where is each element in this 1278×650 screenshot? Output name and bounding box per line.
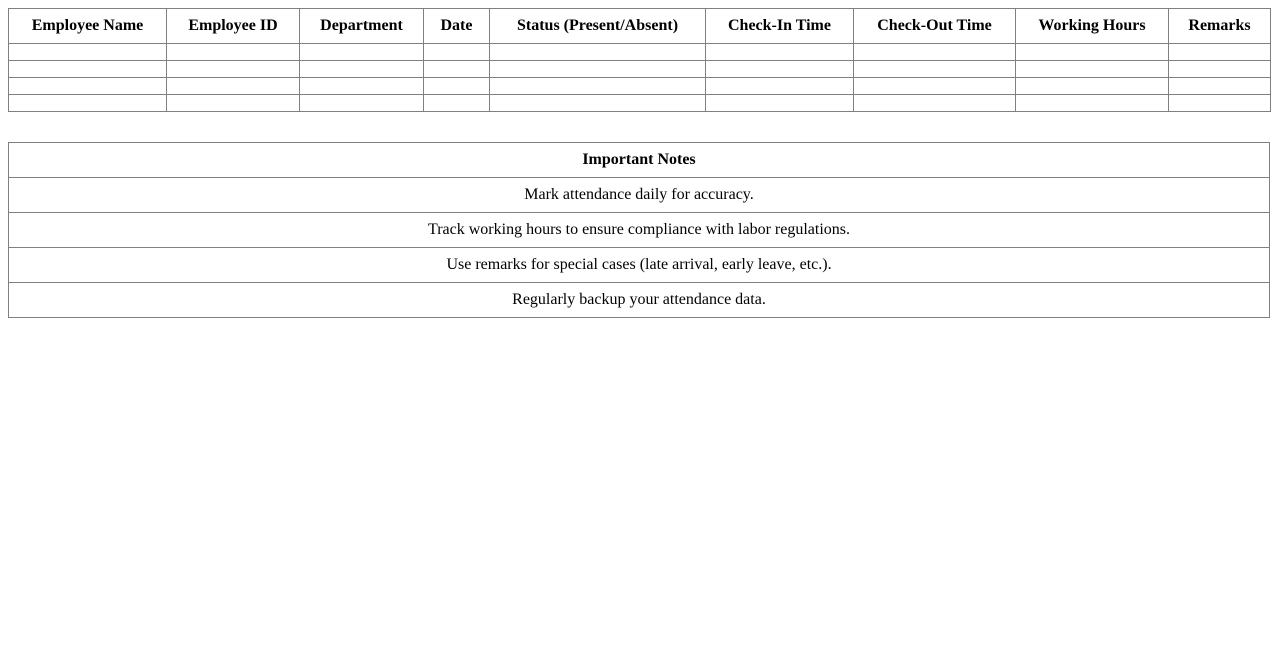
cell-check-out-time[interactable]	[854, 61, 1016, 78]
cell-employee-id[interactable]	[167, 78, 300, 95]
cell-check-in-time[interactable]	[706, 61, 854, 78]
cell-remarks[interactable]	[1169, 78, 1271, 95]
column-header-working-hours: Working Hours	[1016, 9, 1169, 44]
cell-remarks[interactable]	[1169, 61, 1271, 78]
cell-working-hours[interactable]	[1016, 44, 1169, 61]
note-text: Regularly backup your attendance data.	[9, 283, 1270, 318]
cell-employee-name[interactable]	[9, 78, 167, 95]
column-header-remarks: Remarks	[1169, 9, 1271, 44]
cell-check-out-time[interactable]	[854, 95, 1016, 112]
cell-status[interactable]	[490, 95, 706, 112]
important-notes-table	[8, 142, 1270, 318]
list-item	[9, 283, 1270, 318]
note-text: Track working hours to ensure compliance with labor regulations.	[9, 213, 1270, 248]
cell-date[interactable]	[424, 95, 490, 112]
cell-check-out-time[interactable]	[854, 78, 1016, 95]
notes-header-row	[9, 143, 1270, 178]
cell-department[interactable]	[300, 95, 424, 112]
column-header-employee-id: Employee ID	[167, 9, 300, 44]
cell-status[interactable]	[490, 44, 706, 61]
cell-department[interactable]	[300, 78, 424, 95]
cell-employee-name[interactable]	[9, 61, 167, 78]
cell-remarks[interactable]	[1169, 95, 1271, 112]
table-row	[9, 78, 1271, 95]
cell-employee-id[interactable]	[167, 44, 300, 61]
cell-status[interactable]	[490, 78, 706, 95]
list-item	[9, 248, 1270, 283]
column-header-department: Department	[300, 9, 424, 44]
cell-employee-name[interactable]	[9, 95, 167, 112]
cell-working-hours[interactable]	[1016, 78, 1169, 95]
list-item	[9, 178, 1270, 213]
cell-check-in-time[interactable]	[706, 95, 854, 112]
cell-working-hours[interactable]	[1016, 95, 1169, 112]
cell-date[interactable]	[424, 61, 490, 78]
cell-check-out-time[interactable]	[854, 44, 1016, 61]
cell-status[interactable]	[490, 61, 706, 78]
cell-department[interactable]	[300, 61, 424, 78]
column-header-check-in-time: Check-In Time	[706, 9, 854, 44]
table-row	[9, 95, 1271, 112]
list-item	[9, 213, 1270, 248]
cell-department[interactable]	[300, 44, 424, 61]
column-header-check-out-time: Check-Out Time	[854, 9, 1016, 44]
cell-employee-id[interactable]	[167, 95, 300, 112]
cell-date[interactable]	[424, 44, 490, 61]
cell-date[interactable]	[424, 78, 490, 95]
note-text: Mark attendance daily for accuracy.	[9, 178, 1270, 213]
cell-employee-id[interactable]	[167, 61, 300, 78]
cell-working-hours[interactable]	[1016, 61, 1169, 78]
column-header-status: Status (Present/Absent)	[490, 9, 706, 44]
column-header-employee-name: Employee Name	[9, 9, 167, 44]
notes-title: Important Notes	[9, 143, 1270, 178]
cell-employee-name[interactable]	[9, 44, 167, 61]
table-row	[9, 61, 1271, 78]
attendance-table	[8, 8, 1271, 112]
note-text: Use remarks for special cases (late arrival, early leave, etc.).	[9, 248, 1270, 283]
cell-remarks[interactable]	[1169, 44, 1271, 61]
table-row	[9, 44, 1271, 61]
column-header-date: Date	[424, 9, 490, 44]
attendance-header-row	[9, 9, 1271, 44]
cell-check-in-time[interactable]	[706, 44, 854, 61]
cell-check-in-time[interactable]	[706, 78, 854, 95]
